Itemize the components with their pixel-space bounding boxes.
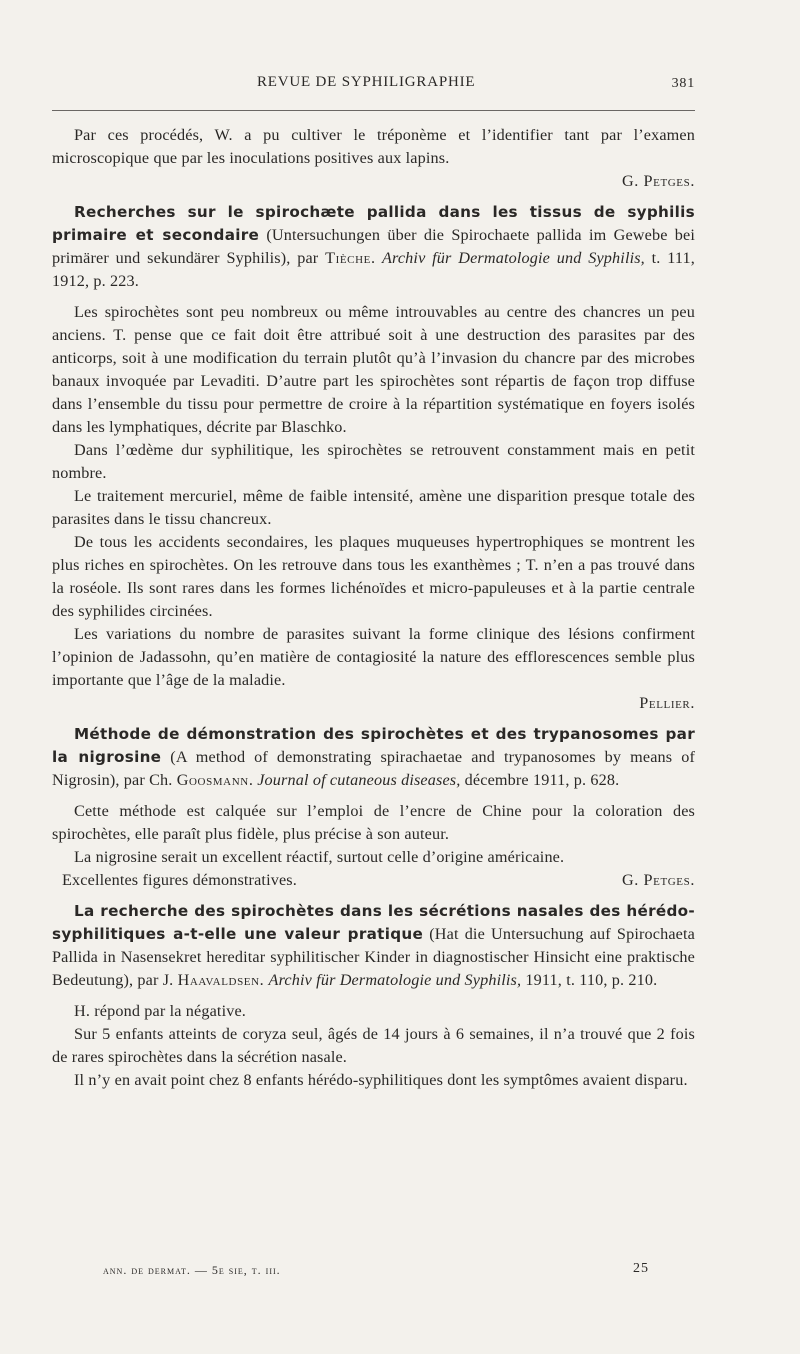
section-1 bbox=[52, 124, 695, 193]
paragraph: Dans l’œdème dur syphilitique, les spirochètes se retrouvent constamment mais en petit nombre. bbox=[52, 441, 695, 482]
entry-author: Haavaldsen. bbox=[177, 971, 265, 989]
paragraph: H. répond par la négative. bbox=[74, 1002, 247, 1020]
section-3 bbox=[52, 723, 695, 892]
paragraph: De tous les accidents secondaires, les plaques muqueuses hypertrophiques se montrent les plus riches en spirochètes. On les retrouve dans tous les exanthèmes ; T. n’en a pas trouvé dans la roséole. Ils sont rares dans les formes lichénoïdes et micro-papuleuses et à la partie centrale des syphilides circinées. bbox=[52, 533, 695, 620]
entry-heading: Recherches sur le spirochæte pallida dans les tissus de syphilis primaire et secondaire (Untersuchungen über die Spirochaete pallida im Gewebe bei primärer und sekundärer Syphilis), par Tièche. Archiv für Dermatologie und Syphilis, t. 111, 1912, p. 223. bbox=[52, 203, 695, 290]
entry-title: La recherche des spirochètes dans les sécrétions nasales des hérédo-syphilitiques a-t-elle une valeur pratique bbox=[52, 902, 695, 943]
entry-author: Goosmann bbox=[176, 771, 249, 789]
signature: G. Petges. bbox=[621, 172, 695, 190]
entry-reference: décembre 1911, p. 628. bbox=[464, 771, 620, 789]
entry-heading: Méthode de démonstration des spirochètes et des trypanosomes par la nigrosine (A method of demonstrating spirachaetae and trypanosomes by means of Nigrosin), par Ch. Goosmann. Journal of cutaneous diseases, décembre 1911, p. 628. bbox=[52, 725, 696, 789]
signature: G. Petges. bbox=[621, 871, 695, 889]
footer-signature-mark: ann. de dermat. — 5e sie, t. iii. bbox=[103, 1263, 281, 1277]
entry-heading bbox=[52, 900, 695, 992]
closing-text: Excellentes figures démonstratives. bbox=[62, 871, 297, 889]
entry-subtitle: (Untersuchungen über die Spirochaete pallida im Gewebe bei primärer und sekundärer Syphilis), par bbox=[52, 226, 695, 267]
paragraph: Les variations du nombre de parasites suivant la forme clinique des lésions confirment l’opinion de Jadassohn, qu’en matière de contagiosité la nature des efflorescences semble plus importante que l’âge de la maladie. bbox=[52, 625, 695, 689]
running-header bbox=[52, 70, 695, 96]
paragraph: Les spirochètes sont peu nombreux ou même introuvables au centre des chancres un peu anciens. T. pense que ce fait doit être attribué soit à une destruction des parasites par des anticorps, soit à une modification du terrain plutôt qu’à l’invasion du chancre par des microbes banaux invoquée par Levaditi. D’autre part les spirochètes sont répartis de façon trop diffuse dans l’ensemble du tissu pour permettre de croire à la répartition systématique en foyers isolés dans les lymphatiques, décrite par Blaschko. bbox=[52, 303, 695, 436]
page-footer bbox=[103, 1263, 649, 1278]
entry-journal: Archiv für Dermatologie und Syphilis, bbox=[268, 971, 522, 989]
section-2 bbox=[52, 201, 695, 715]
paragraph: Par ces procédés, W. a pu cultiver le tréponème et l’identifier tant par l’examen microscopique que par les inoculations positives aux lapins. bbox=[52, 126, 695, 167]
entry-subtitle: (A method of demonstrating spirachaetae and trypanosomes by means of Nigrosin), par Ch. bbox=[52, 748, 696, 789]
running-title: REVUE DE SYPHILIGRAPHIE bbox=[257, 74, 476, 90]
paragraph: Il n’y en avait point chez 8 enfants hérédo-syphilitiques dont les symptômes avaient disparu. bbox=[74, 1071, 688, 1089]
paragraph: Le traitement mercuriel, même de faible intensité, amène une disparition presque totale des parasites dans le tissu chancreux. bbox=[52, 487, 695, 528]
page-number: 381 bbox=[671, 76, 695, 91]
entry-subtitle: (Hat die Untersuchung auf Spirochaeta Pallida in Nasensekret hereditar syphilitischer Kinder in diagnostischer Hinsicht eine praktische Bedeutung), par J. bbox=[52, 925, 695, 989]
section-4 bbox=[52, 900, 695, 1092]
paragraph: Sur 5 enfants atteints de coryza seul, âgés de 14 jours à 6 semaines, il n’a trouvé que 2 fois de rares spirochètes dans la sécrétion nasale. bbox=[52, 1025, 695, 1066]
footer-sheet-number: 25 bbox=[633, 1261, 649, 1276]
entry-reference: t. 111, 1912, p. 223. bbox=[52, 249, 695, 290]
article-body bbox=[52, 124, 695, 1092]
entry-journal: Journal of cutaneous diseases, bbox=[257, 771, 461, 789]
entry-title: Recherches sur le spirochæte pallida dans les tissus de syphilis primaire et secondaire bbox=[52, 203, 695, 244]
paragraph: La nigrosine serait un excellent réactif, surtout celle d’origine américaine. bbox=[74, 848, 565, 866]
entry-reference: 1911, t. 110, p. 210. bbox=[525, 971, 658, 989]
signature: Pellier. bbox=[639, 694, 695, 712]
closing-line bbox=[52, 869, 695, 892]
paragraph: Cette méthode est calquée sur l’emploi de l’encre de Chine pour la coloration des spirochètes, elle paraît plus fidèle, plus précise à son auteur. bbox=[52, 802, 695, 843]
entry-journal: Archiv für Dermatologie und Syphilis, bbox=[381, 249, 645, 267]
entry-author: Tièche bbox=[325, 249, 371, 267]
entry-title: Méthode de démonstration des spirochètes et des trypanosomes par la nigrosine bbox=[52, 725, 695, 766]
header-rule bbox=[52, 110, 695, 111]
